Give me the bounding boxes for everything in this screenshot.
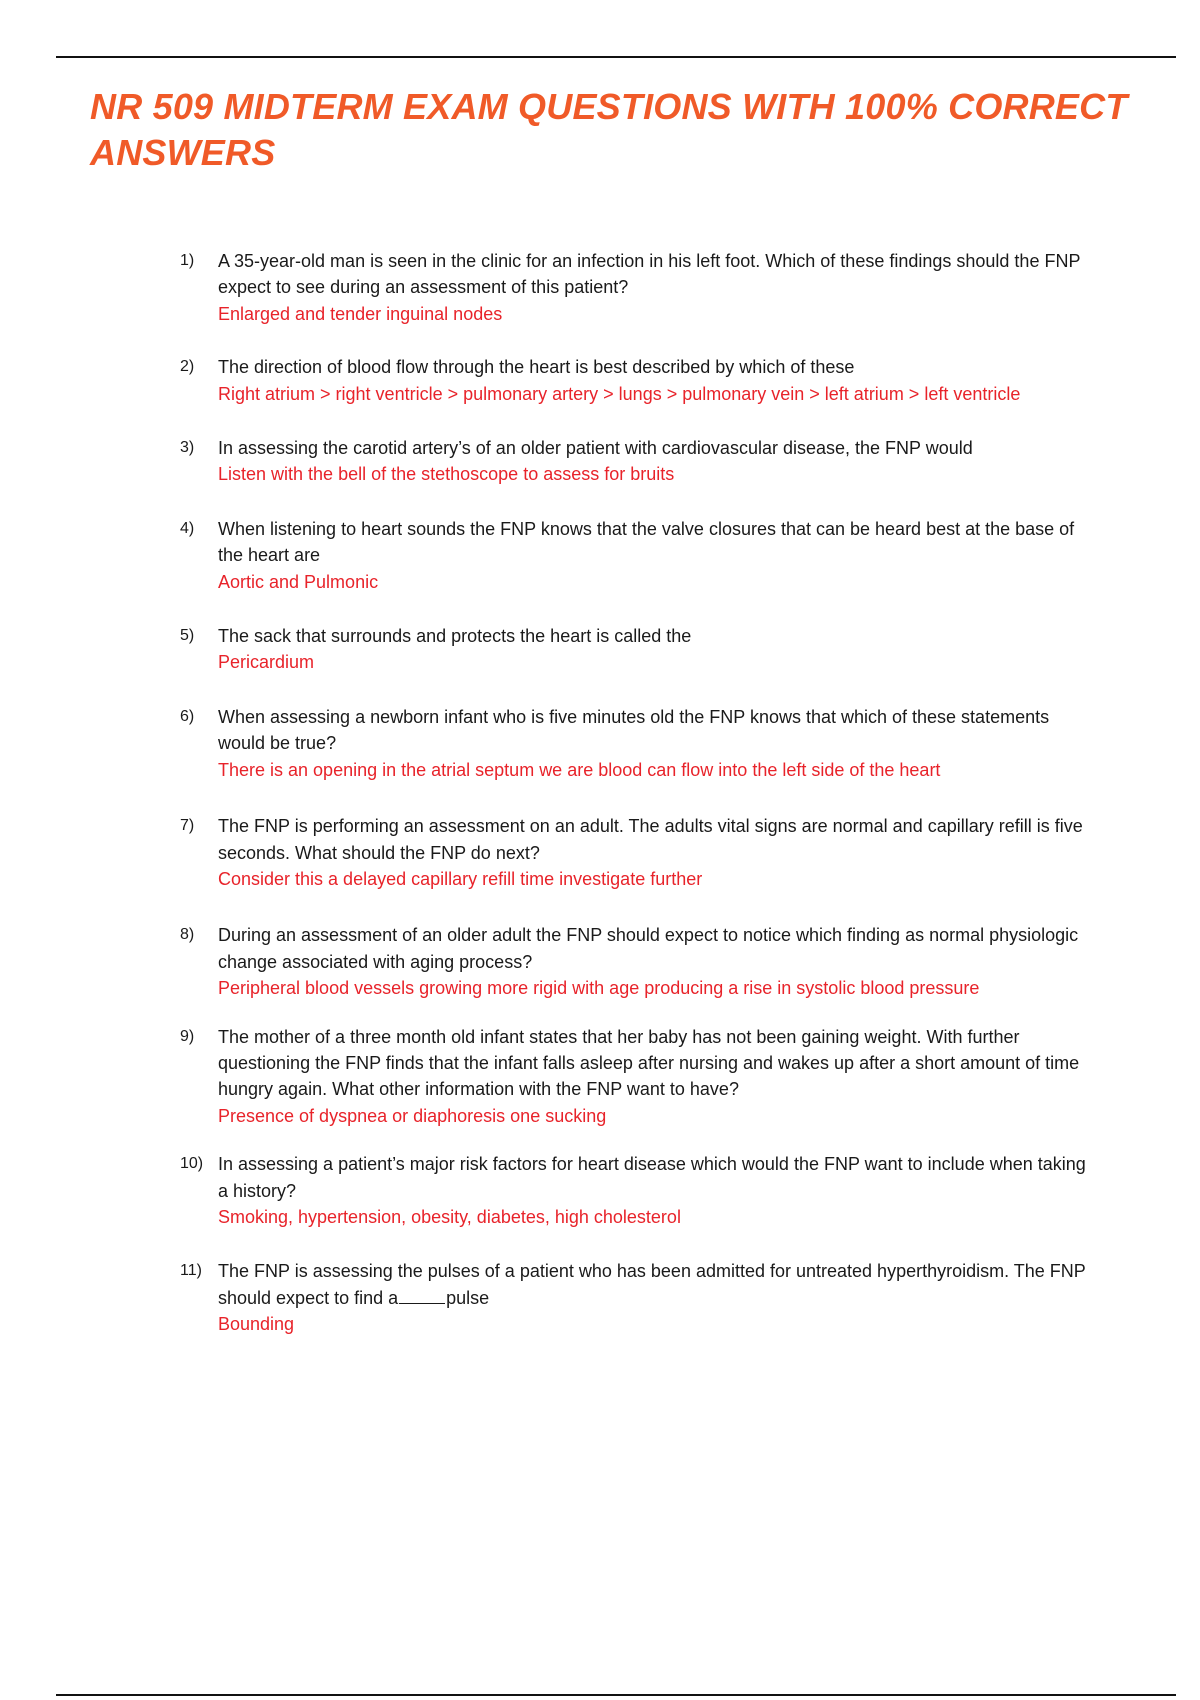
question-text-after: pulse [446,1287,490,1308]
question-item [180,248,1100,327]
question-text: A 35-year-old man is seen in the clinic for an infection in his left foot. Which of these findings should the FNP expect to see during an assessment of this patient? [218,251,1081,298]
question-number: 10) [180,1155,204,1173]
answer-text: Smoking, hypertension, obesity, diabetes, high cholesterol [218,1206,681,1227]
answer-text: Aortic and Pulmonic [218,571,379,592]
answer-text: Consider this a delayed capillary refill time investigate further [218,868,703,889]
answer-text: Presence of dyspnea or diaphoresis one sucking [218,1105,607,1126]
question-number: 5) [180,627,195,645]
question-item [180,435,1100,488]
question-number: 8) [180,926,195,944]
question-item [180,1258,1100,1337]
question-text: In assessing a patient’s major risk factors for heart disease which would the FNP want to include when taking a history? [218,1154,1086,1201]
answer-text: Listen with the bell of the stethoscope to assess for bruits [218,464,675,485]
question-number: 11) [180,1262,202,1280]
question-text: The FNP is performing an assessment on an adult. The adults vital signs are normal and capillary refill is five seconds. What should the FNP do next? [218,816,1083,863]
answer-text: Bounding [218,1314,295,1335]
fill-in-blank [399,1289,445,1304]
question-item [180,813,1100,892]
question-text: The direction of blood flow through the heart is best described by which of these [218,357,855,378]
answer-text: There is an opening in the atrial septum we are blood can flow into the left side of the heart [218,759,941,780]
question-item [180,1151,1100,1230]
question-item [180,623,1100,676]
answer-text: Right atrium > right ventricle > pulmonary artery > lungs > pulmonary vein > left atrium > left ventricle [218,383,1021,404]
question-text [218,1258,1100,1311]
question-text: In assessing the carotid artery’s of an older patient with cardiovascular disease, the FNP would [218,438,973,459]
question-number: 3) [180,439,195,457]
question-item [180,704,1100,783]
document-title: NR 509 MIDTERM EXAM QUESTIONS WITH 100% CORRECT ANSWERS [90,86,1128,173]
question-number: 2) [180,358,195,376]
bottom-rule [56,1694,1176,1696]
answer-text: Peripheral blood vessels growing more rigid with age producing a rise in systolic blood pressure [218,978,980,999]
question-list [180,248,1100,1338]
question-number: 9) [180,1027,195,1045]
question-text-before: The FNP is assessing the pulses of a patient who has been admitted for untreated hyperthyroidism. The FNP should expect to find a [218,1261,1086,1308]
question-number: 6) [180,707,195,725]
question-text: When assessing a newborn infant who is five minutes old the FNP knows that which of these statements would be true? [218,706,1050,754]
question-text: The mother of a three month old infant states that her baby has not been gaining weight. With further questioning the FNP finds that the infant falls asleep after nursing and wakes up after a short amount of time hungry again. What other information with the FNP want to have? [218,1026,1080,1100]
top-rule [56,56,1176,58]
question-item [180,1024,1100,1130]
question-text: The sack that surrounds and protects the heart is called the [218,626,692,647]
answer-text: Enlarged and tender inguinal nodes [218,303,503,324]
question-text: During an assessment of an older adult the FNP should expect to notice which finding as normal physiologic change associated with aging process? [218,925,1079,972]
question-number: 4) [180,519,195,537]
question-number: 1) [180,252,195,269]
question-item [180,516,1100,595]
question-item [180,354,1100,407]
question-item [180,922,1100,1001]
question-number: 7) [180,817,195,835]
answer-text: Pericardium [218,652,315,673]
question-text: When listening to heart sounds the FNP knows that the valve closures that can be heard best at the base of the heart are [218,518,1075,566]
